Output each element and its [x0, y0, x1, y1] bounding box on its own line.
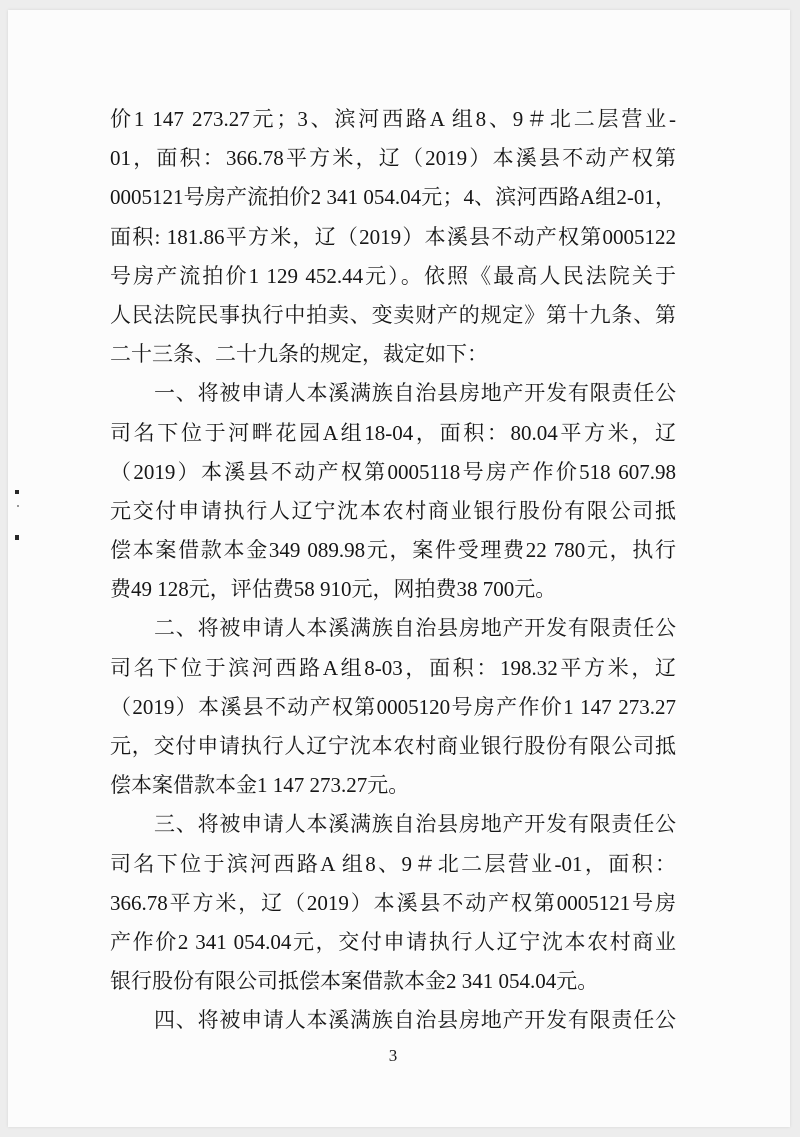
document-line: 元交付申请执行人辽宁沈本农村商业银行股份有限公司抵	[110, 498, 676, 523]
document-line: 元，交付申请执行人辽宁沈本农村商业银行股份有限公司抵	[110, 734, 676, 758]
document-line: 费49 128元，评估费58 910元，网拍费38 700元。	[110, 577, 557, 602]
document-page	[8, 10, 790, 1127]
document-line: 偿本案借款本金349 089.98元，案件受理费22 780元，执行	[110, 538, 676, 563]
document-line: 一、将被申请人本溪满族自治县房地产开发有限责任公	[154, 381, 676, 406]
document-line: 四、将被申请人本溪满族自治县房地产开发有限责任公	[154, 1008, 676, 1033]
document-line: 三、将被申请人本溪满族自治县房地产开发有限责任公	[154, 812, 676, 837]
document-line: 01，面积：366.78平方米，辽（2019）本溪县不动产权第	[110, 146, 676, 171]
document-line: 司名下位于滨河西路A组8-03，面积：198.32平方米，辽	[110, 655, 676, 680]
document-line: 司名下位于滨河西路A 组8、9＃北二层营业-01，面积：	[110, 851, 676, 876]
document-line: 产作价2 341 054.04元，交付申请执行人辽宁沈本农村商业	[110, 929, 676, 954]
document-line: 司名下位于河畔花园A组18-04，面积：80.04平方米，辽	[110, 420, 676, 445]
document-line: 人民法院民事执行中拍卖、变卖财产的规定》第十九条、第	[110, 302, 676, 327]
document-line: 二十三条、二十九条的规定，裁定如下：	[110, 342, 488, 367]
document-line: 价1 147 273.27元；3、滨河西路A 组8、9＃北二层营业-	[110, 107, 676, 131]
document-line: （2019）本溪县不动产权第0005118号房产作价518 607.98	[110, 459, 676, 484]
document-line: 面积: 181.86平方米，辽（2019）本溪县不动产权第0005122	[110, 224, 676, 249]
document-lines	[110, 100, 676, 1041]
document-line: 366.78平方米，辽（2019）本溪县不动产权第0005121号房	[110, 890, 676, 915]
document-line: 0005121号房产流拍价2 341 054.04元；4、滨河西路A组2-01，	[110, 185, 676, 210]
document-line: 银行股份有限公司抵偿本案借款本金2 341 054.04元。	[110, 969, 599, 994]
document-line: 偿本案借款本金1 147 273.27元。	[110, 773, 410, 798]
document-line: （2019）本溪县不动产权第0005120号房产作价1 147 273.27	[110, 694, 676, 719]
document-line: 号房产流拍价1 129 452.44元）。依照《最高人民法院关于	[110, 263, 676, 288]
page-number: 3	[388, 1045, 398, 1065]
document-line: 二、将被申请人本溪满族自治县房地产开发有限责任公	[154, 616, 676, 641]
document-text	[110, 100, 676, 1071]
